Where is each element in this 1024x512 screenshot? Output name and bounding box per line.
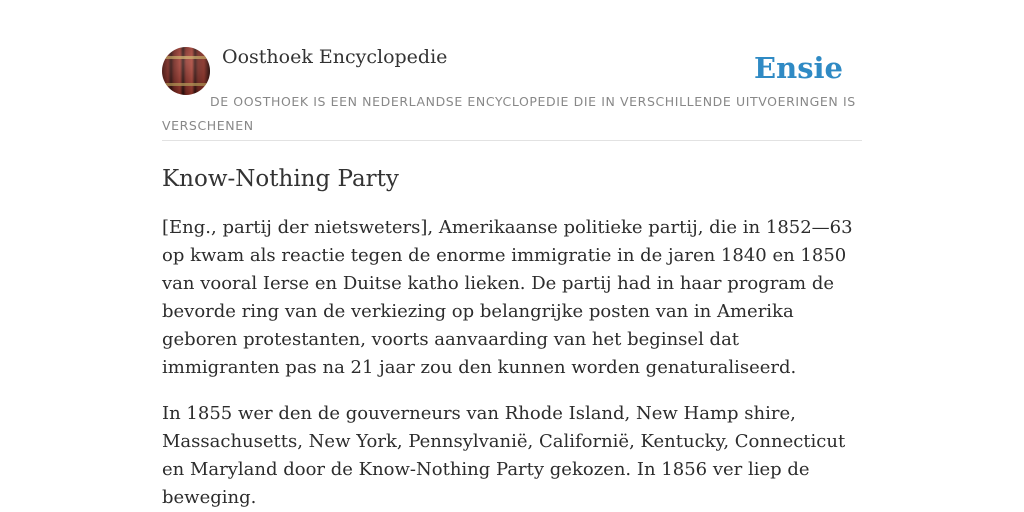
site-title[interactable]: Oosthoek Encyclopedie xyxy=(222,46,448,68)
article-paragraph: [Eng., partij der nietsweters], Amerikaanse politieke partij, die in 1852—63 op kwam als reactie tegen de enorme immigratie in de jaren 1840 en 1850 van vooral Ierse en Duitse katho lieken. De partij had in haar program de bevorde ring van de verkiezing op belangrijke posten van in Amerika geboren protestanten, voorts aanvaarding van het beginsel dat immigranten pas na 21 jaar zou den kunnen worden genaturaliseerd. xyxy=(162,217,853,378)
article-title: Know-Nothing Party xyxy=(162,166,399,192)
encyclopedia-books-icon[interactable] xyxy=(162,47,210,95)
site-tagline: DE OOSTHOEK IS EEN NEDERLANDSE ENCYCLOPEDIE DIE IN VERSCHILLENDE UITVOERINGEN IS VERSCHENEN xyxy=(162,94,856,133)
brand-logo[interactable]: Ensie xyxy=(754,51,843,85)
site-header xyxy=(162,46,862,141)
article-paragraph: In 1855 wer den de gouverneurs van Rhode Island, New Hamp shire, Massachusetts, New York, Pennsylvanië, Californië, Kentucky, Connecticut en Maryland door de Know-Nothing Party gekozen. In 1856 ver liep de beweging. xyxy=(162,403,846,508)
article xyxy=(162,160,862,512)
